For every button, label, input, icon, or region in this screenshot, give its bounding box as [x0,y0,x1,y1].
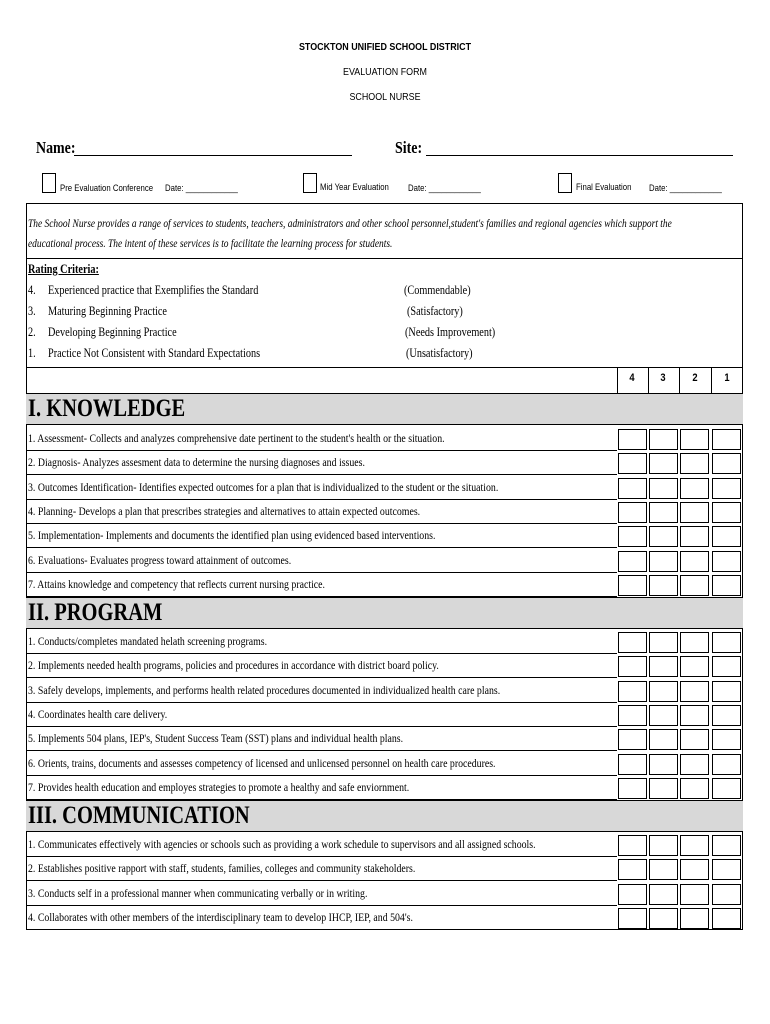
criterion-row [26,451,743,475]
rating-box-3[interactable] [649,551,678,572]
criterion-text: 3. Safely develops, implements, and performs health related procedures documented in individualized health care plans. [28,682,501,697]
criterion-text: 4. Planning- Develops a plan that prescribes strategies and alternatives to attain expected outcomes. [28,503,421,518]
rating-box-4[interactable] [618,453,647,474]
column-header-1: 1 [724,372,730,384]
rating-box-3[interactable] [649,778,678,799]
pre-evaluation-label: Pre Evaluation Conference [60,183,154,194]
criterion-row [26,427,743,451]
name-label: Name: [36,138,76,157]
criterion-row [26,654,743,678]
rating-level: (Unsatisfactory) [406,346,473,360]
final-evaluation-date[interactable]: Date: ____________ [649,183,722,194]
role-title: SCHOOL NURSE [349,91,421,103]
rating-box-2[interactable] [680,453,709,474]
criterion-text: 1. Assessment- Collects and analyzes comprehensive date pertinent to the student's health or the situation. [28,431,445,445]
rating-box-1[interactable] [712,754,741,775]
rating-box-4[interactable] [618,778,647,799]
rating-box-2[interactable] [680,729,709,750]
criterion-text: 5. Implementation- Implements and documents the identified plan using evidenced based interventions. [28,528,436,543]
rating-box-2[interactable] [680,835,709,856]
criterion-text: 4. Collaborates with other members of the interdisciplinary team to develop IHCP, IEP, and 504's. [28,909,413,924]
rating-box-1[interactable] [712,526,741,547]
column-header-3: 3 [660,372,666,384]
mid-year-date[interactable]: Date: ____________ [408,183,481,194]
rating-box-2[interactable] [680,859,709,880]
rating-level: (Commendable) [404,283,471,297]
rating-box-4[interactable] [618,502,647,523]
criterion-row [26,752,743,776]
rating-box-2[interactable] [680,526,709,547]
criterion-row [26,630,743,654]
section-program-header [26,597,743,629]
rating-box-3[interactable] [649,453,678,474]
column-header-4: 4 [629,372,635,384]
criterion-text: 1. Communicates effectively with agencies or schools such as providing a work schedule to supervisors and all assigned schools. [28,837,536,851]
rating-box-2[interactable] [680,575,709,596]
rating-level: (Needs Improvement) [405,325,496,339]
criterion-row [26,882,743,906]
row-divider [26,929,617,930]
rating-box-1[interactable] [712,681,741,702]
site-label: Site: [395,138,423,157]
rating-box-3[interactable] [649,884,678,905]
rating-box-1[interactable] [712,429,741,450]
rating-box-3[interactable] [649,429,678,450]
rating-box-4[interactable] [618,908,647,929]
final-evaluation-label: Final Evaluation [576,182,632,193]
mid-year-checkbox[interactable] [303,173,317,193]
rating-box-2[interactable] [680,429,709,450]
site-field[interactable] [426,155,733,156]
intro-line-2: educational process. The intent of these services is to facilitate the learning process for students. [28,238,393,250]
rating-num: 2. [28,325,36,339]
rating-box-4[interactable] [618,656,647,677]
rating-box-3[interactable] [649,705,678,726]
rating-box-3[interactable] [649,575,678,596]
rating-box-3[interactable] [649,729,678,750]
rating-box-1[interactable] [712,575,741,596]
rating-box-2[interactable] [680,656,709,677]
rating-num: 3. [28,304,36,318]
rating-text: Experienced practice that Exemplifies the Standard [48,283,259,297]
section-title: III. COMMUNICATION [28,802,250,829]
section-title: II. PROGRAM [28,599,163,626]
rating-box-1[interactable] [712,884,741,905]
rating-box-3[interactable] [649,859,678,880]
rating-box-3[interactable] [649,526,678,547]
criterion-text: 6. Evaluations- Evaluates progress toward attainment of outcomes. [28,552,292,567]
final-evaluation-checkbox[interactable] [558,173,572,193]
rating-box-2[interactable] [680,705,709,726]
rating-box-4[interactable] [618,729,647,750]
criterion-text: 3. Conducts self in a professional manner when communicating verbally or in writing. [28,885,368,900]
rating-box-1[interactable] [712,551,741,572]
criterion-text: 2. Diagnosis- Analyzes assesment data to determine the nursing diagnoses and issues. [28,455,365,470]
criterion-row [26,727,743,751]
rating-box-1[interactable] [712,729,741,750]
rating-box-3[interactable] [649,478,678,499]
section-communication-header [26,800,743,832]
criterion-row [26,524,743,548]
rating-box-2[interactable] [680,754,709,775]
column-header-2: 2 [692,372,698,384]
rating-box-1[interactable] [712,478,741,499]
rating-box-4[interactable] [618,754,647,775]
rating-text: Practice Not Consistent with Standard Expectations [48,346,261,360]
rating-box-2[interactable] [680,478,709,499]
criterion-row [26,857,743,881]
divider [26,367,743,368]
rating-box-3[interactable] [649,681,678,702]
criterion-text: 2. Establishes positive rapport with staff, students, families, colleges and community stakeholders. [28,861,416,876]
criterion-row [26,776,743,800]
rating-box-4[interactable] [618,835,647,856]
divider [679,367,680,393]
rating-box-1[interactable] [712,835,741,856]
name-field[interactable] [74,155,352,156]
criterion-text: 6. Orients, trains, documents and assesses competency of licensed and unlicensed personnel on health care procedures. [28,755,496,770]
criterion-row [26,549,743,573]
rating-box-1[interactable] [712,778,741,799]
rating-text: Developing Beginning Practice [48,325,177,339]
criterion-row [26,573,743,597]
rating-box-2[interactable] [680,908,709,929]
rating-box-2[interactable] [680,632,709,653]
rating-box-2[interactable] [680,551,709,572]
rating-box-3[interactable] [649,632,678,653]
rating-box-4[interactable] [618,575,647,596]
criterion-row [26,500,743,524]
criterion-text: 4. Coordinates health care delivery. [28,706,168,721]
rating-box-4[interactable] [618,526,647,547]
rating-box-4[interactable] [618,551,647,572]
rating-box-4[interactable] [618,429,647,450]
rating-box-1[interactable] [712,453,741,474]
rating-title: Rating Criteria: [28,262,99,276]
criterion-text: 7. Provides health education and employes strategies to promote a healthy and safe enviornment. [28,779,410,794]
rating-box-2[interactable] [680,884,709,905]
rating-box-3[interactable] [649,754,678,775]
rating-level: (Satisfactory) [407,304,463,318]
criterion-text: 5. Implements 504 plans, IEP's, Student Success Team (SST) plans and individual health plans. [28,731,404,746]
rating-box-4[interactable] [618,884,647,905]
criterion-row [26,906,743,930]
rating-box-1[interactable] [712,656,741,677]
rating-box-2[interactable] [680,502,709,523]
criterion-text: 7. Attains knowledge and competency that reflects current nursing practice. [28,576,326,591]
mid-year-label: Mid Year Evaluation [320,182,389,193]
rating-text: Maturing Beginning Practice [48,304,167,318]
section-title: I. KNOWLEDGE [28,395,186,422]
rating-box-3[interactable] [649,656,678,677]
divider [617,367,618,393]
criterion-text: 1. Conducts/completes mandated helath screening programs. [28,634,268,648]
rating-box-3[interactable] [649,908,678,929]
rating-box-3[interactable] [649,502,678,523]
rating-box-2[interactable] [680,681,709,702]
divider [711,367,712,393]
criterion-row [26,833,743,857]
criterion-row [26,476,743,500]
criterion-row [26,703,743,727]
rating-num: 1. [28,346,36,360]
rating-box-1[interactable] [712,502,741,523]
rating-box-4[interactable] [618,632,647,653]
divider [26,258,743,259]
rating-box-1[interactable] [712,705,741,726]
rating-num: 4. [28,283,36,297]
divider [648,367,649,393]
criterion-text: 3. Outcomes Identification- Identifies expected outcomes for a plan that is individualized to the student or the situation. [28,479,499,494]
rating-box-4[interactable] [618,705,647,726]
rating-box-3[interactable] [649,835,678,856]
section-knowledge-header [26,393,743,425]
pre-evaluation-checkbox[interactable] [42,173,56,193]
criterion-text: 2. Implements needed health programs, policies and procedures in accordance with district board policy. [28,658,439,673]
intro-line-1: The School Nurse provides a range of services to students, teachers, administrators and other school personnel,student's families and regional agencies which support the [28,218,672,230]
pre-evaluation-date[interactable]: Date: ____________ [165,183,238,194]
rating-box-4[interactable] [618,478,647,499]
criterion-row [26,679,743,703]
rating-box-4[interactable] [618,859,647,880]
form-title: EVALUATION FORM [343,66,427,78]
rating-box-4[interactable] [618,681,647,702]
rating-box-1[interactable] [712,859,741,880]
rating-box-2[interactable] [680,778,709,799]
rating-box-1[interactable] [712,632,741,653]
district-title: STOCKTON UNIFIED SCHOOL DISTRICT [298,41,472,53]
rating-box-1[interactable] [712,908,741,929]
